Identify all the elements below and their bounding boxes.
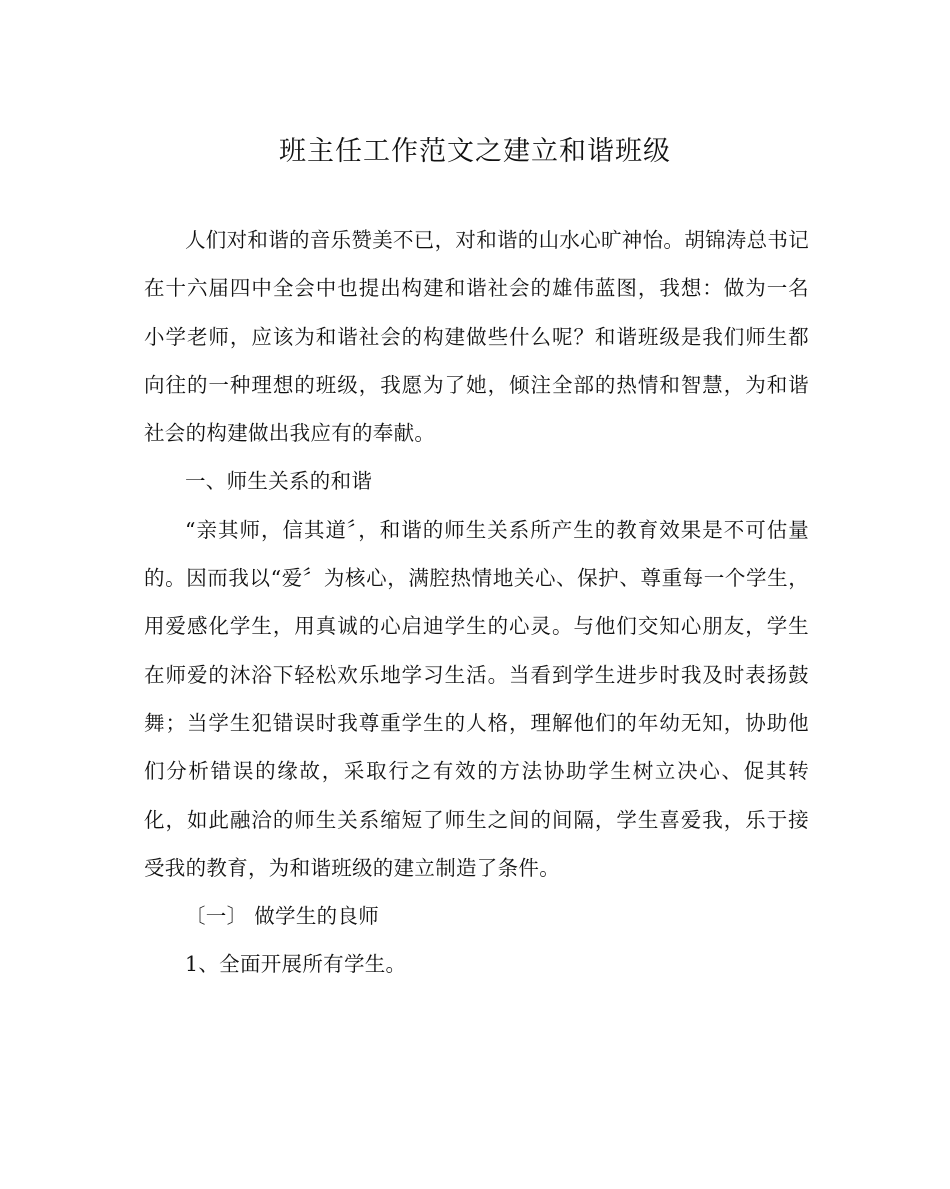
document-body [144, 216, 809, 989]
list-item-develop-all-students: 1、全面开展所有学生。 [185, 952, 407, 977]
section-heading-teacher-student: 一、师生关系的和谐 [185, 469, 373, 494]
document-title: 班主任工作范文之建立和谐班级 [279, 136, 671, 167]
intro-paragraph: 人们对和谐的音乐赞美不已，对和谐的山水心旷神怡。胡锦涛总书记在十六届四中全会中也提出构建和谐社会的雄伟蓝图，我想：做为一名小学老师，应该为和谐社会的构建做些什么呢？和谐班级是我们师生都向往的一种理想的班级，我愿为了她，倾注全部的热情和智慧，为和谐社会的构建做出我应有的奉献。 [144, 228, 809, 446]
teacher-student-paragraph: “亲其师，信其道〞，和谐的师生关系所产生的教育效果是不可估量的。因而我以“爱〞为核心，满腔热情地关心、保护、尊重每一个学生，用爱感化学生，用真诚的心启迪学生的心灵。与他们交知心朋友，学生在师爱的沐浴下轻松欢乐地学习生活。当看到学生进步时我及时表扬鼓舞；当学生犯错误时我尊重学生的人格，理解他们的年幼无知，协助他们分析错误的缘故，采取行之有效的方法协助学生树立决心、促其转化，如此融洽的师生关系缩短了师生之间的间隔，学生喜爱我，乐于接受我的教育，为和谐班级的建立制造了条件。 [144, 517, 809, 880]
subsection-heading-good-teacher: 〔一〕 做学生的良师 [185, 904, 380, 929]
